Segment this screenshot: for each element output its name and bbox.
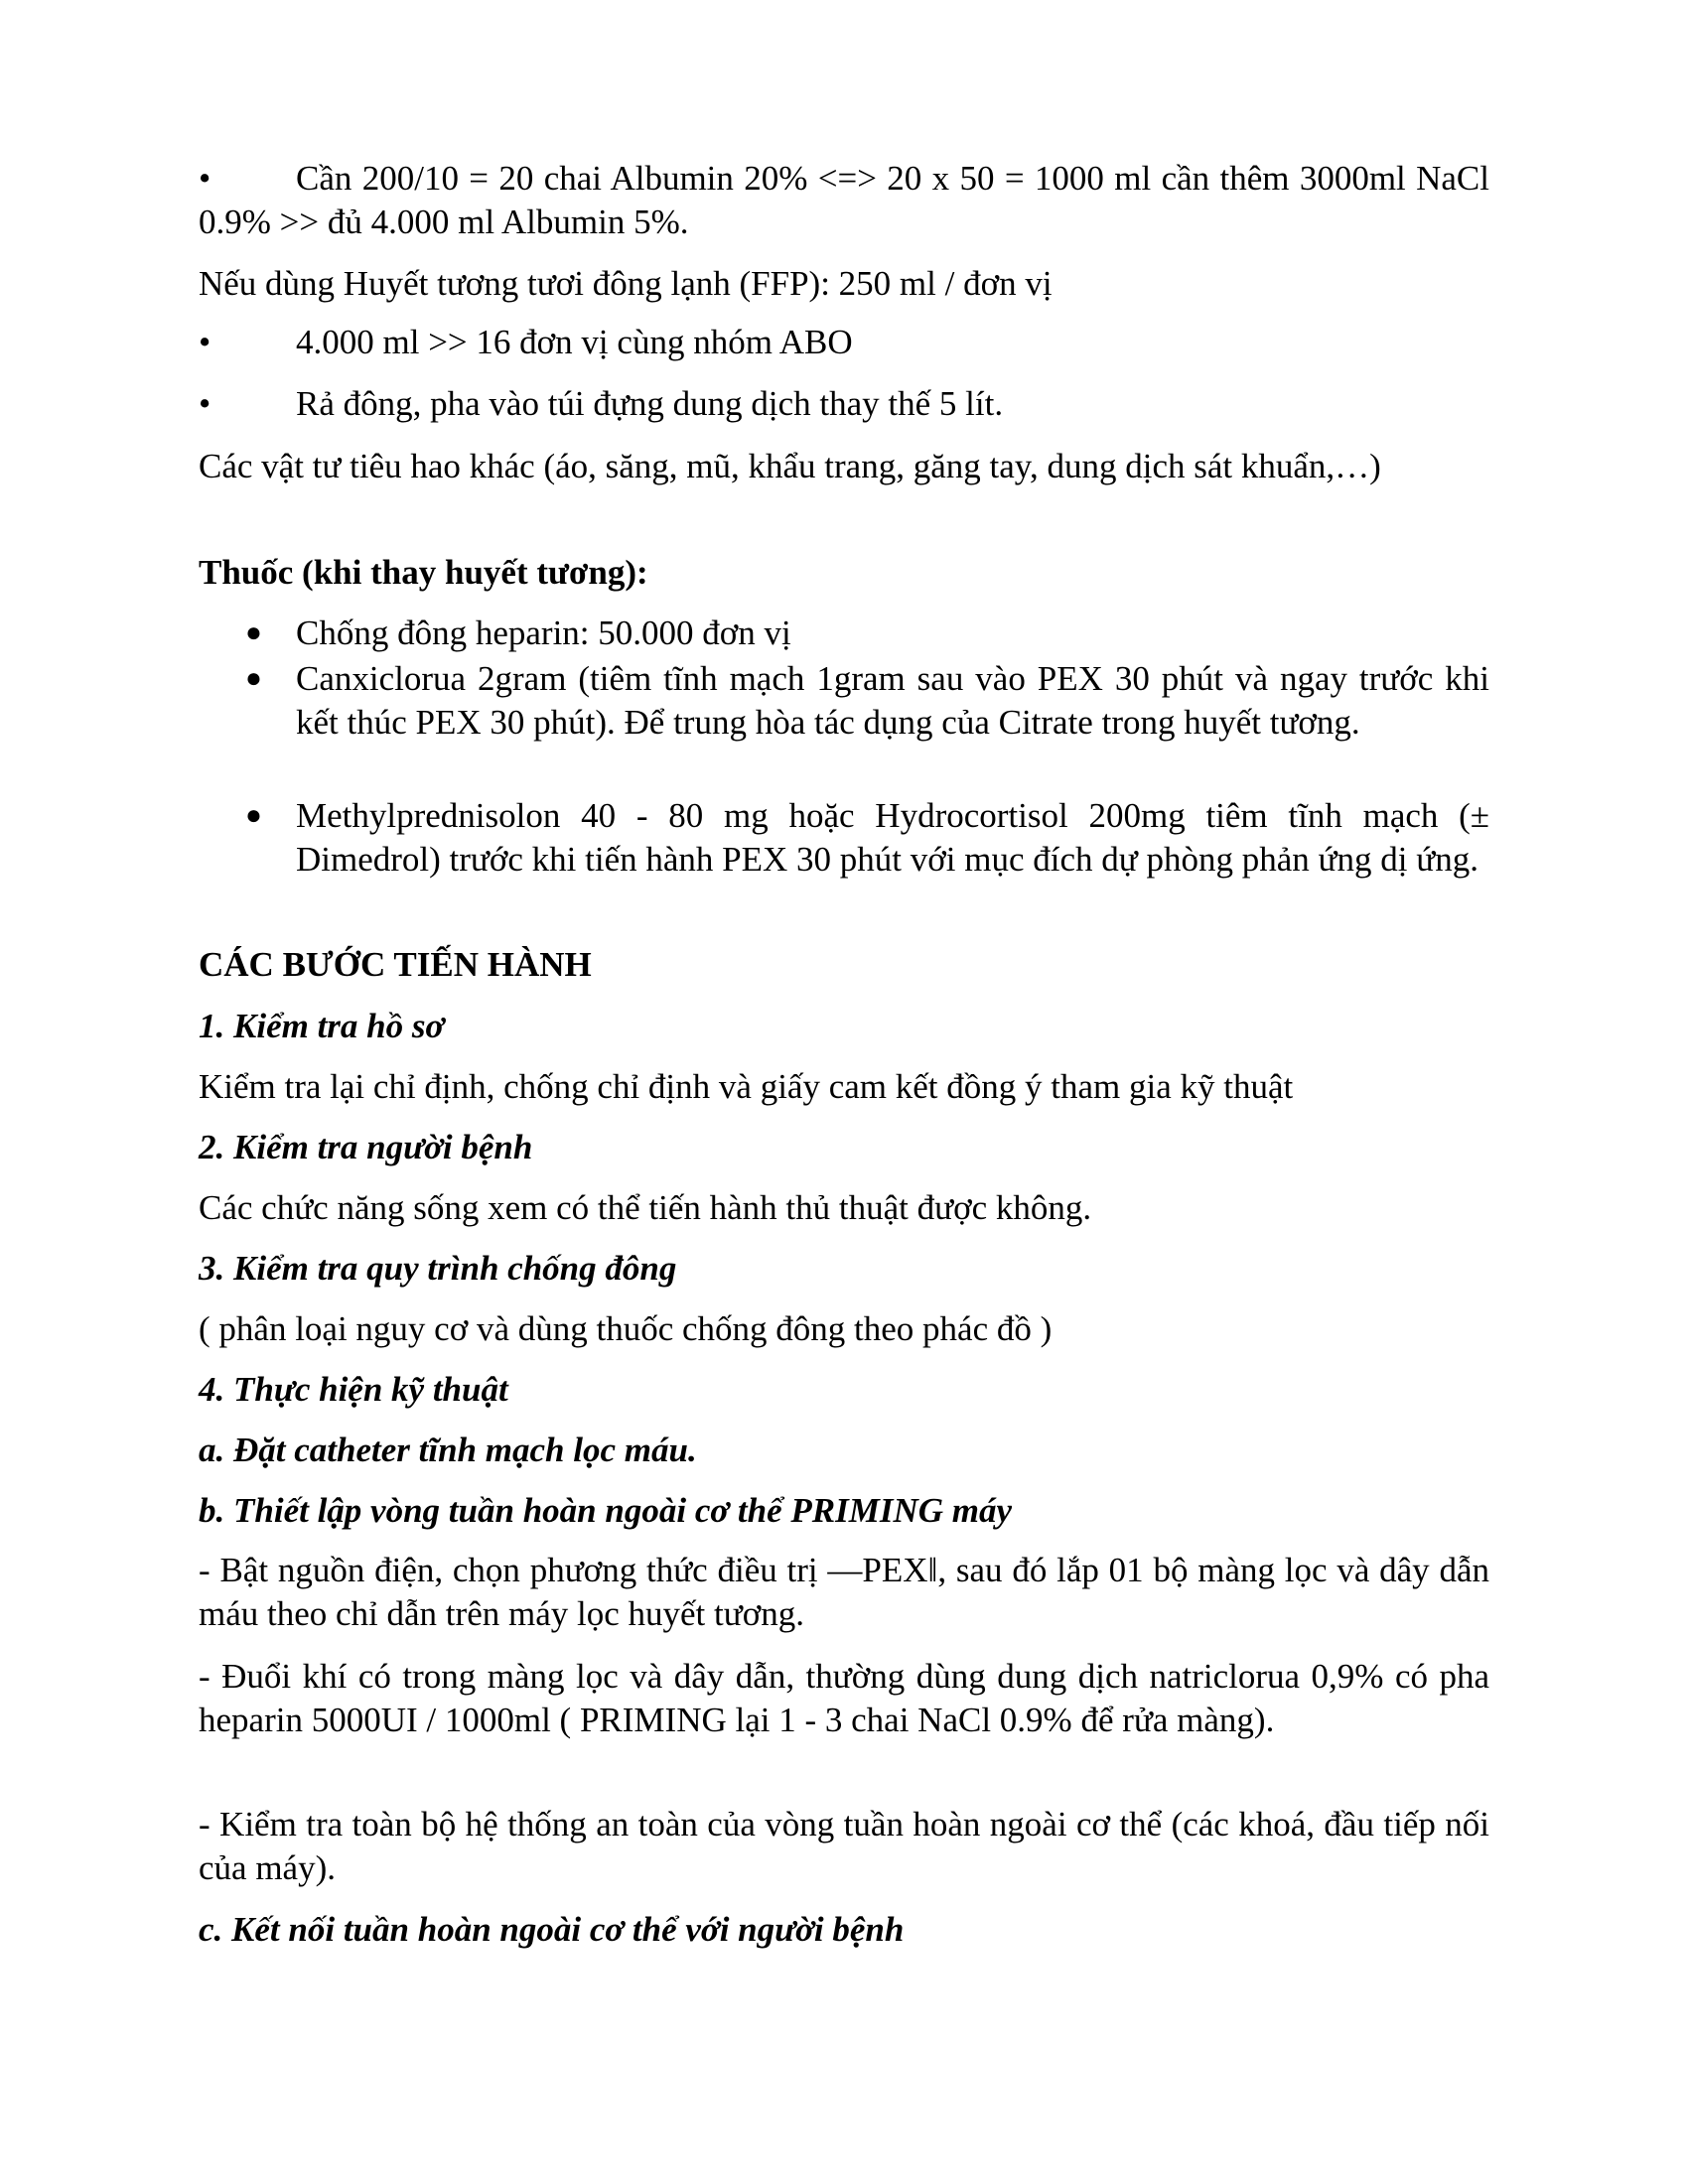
step4-para-1: - Bật nguồn điện, chọn phương thức điều trị ―PEX‖, sau đó lắp 01 bộ màng lọc và dây dẫn máu theo chỉ dẫn trên máy lọc huyết tương.: [199, 1551, 1489, 1633]
step1-title: 1. Kiểm tra hồ sơ: [199, 1007, 445, 1045]
drug-item-text: Methylprednisolon 40 - 80 mg hoặc Hydrocortisol 200mg tiêm tĩnh mạch (± Dimedrol) trước khi tiến hành PEX 30 phút với mục đích dự phòng phản ứng dị ứng.: [296, 796, 1489, 879]
drug-item: [199, 657, 1489, 788]
step3-title: 3. Kiểm tra quy trình chống đông: [199, 1249, 677, 1288]
step4-sub-a: a. Đặt catheter tĩnh mạch lọc máu.: [199, 1431, 697, 1469]
step2-title: 2. Kiểm tra người bệnh: [199, 1128, 533, 1166]
step1-text: Kiểm tra lại chỉ định, chống chỉ định và giấy cam kết đồng ý tham gia kỹ thuật: [199, 1067, 1294, 1106]
bullet-marker: ●: [245, 617, 262, 648]
step2-text: Các chức năng sống xem có thể tiến hành thủ thuật được không.: [199, 1188, 1092, 1227]
consumables-paragraph: Các vật tư tiêu hao khác (áo, săng, mũ, khẩu trang, găng tay, dung dịch sát khuẩn,…): [199, 447, 1381, 485]
step4-sub-b: b. Thiết lập vòng tuần hoàn ngoài cơ thể PRIMING máy: [199, 1491, 1013, 1530]
ffp-bullet-text: 4.000 ml >> 16 đơn vị cùng nhóm ABO: [296, 323, 853, 361]
step4-title: 4. Thực hiện kỹ thuật: [199, 1370, 508, 1409]
intro-bullet-text: Cần 200/10 = 20 chai Albumin 20% <=> 20 x 50 = 1000 ml cần thêm 3000ml NaCl 0.9% >> đủ 4.000 ml Albumin 5%.: [199, 159, 1489, 241]
step3-text: ( phân loại nguy cơ và dùng thuốc chống đông theo phác đồ ): [199, 1309, 1053, 1348]
bullet-marker: •: [199, 384, 211, 423]
step4-para-3: - Kiểm tra toàn bộ hệ thống an toàn của vòng tuần hoàn ngoài cơ thể (các khoá, đầu tiếp nối của máy).: [199, 1805, 1489, 1887]
bullet-marker: •: [199, 159, 211, 198]
step4-sub-c: c. Kết nối tuần hoàn ngoài cơ thể với người bệnh: [199, 1910, 905, 1949]
drug-item: [199, 794, 1489, 925]
steps-heading: CÁC BƯỚC TIẾN HÀNH: [199, 945, 592, 984]
drug-item-text: Canxiclorua 2gram (tiêm tĩnh mạch 1gram sau vào PEX 30 phút và ngay trước khi kết thúc PEX 30 phút). Để trung hòa tác dụng của Citrate trong huyết tương.: [296, 659, 1489, 742]
bullet-marker: ●: [245, 800, 262, 831]
ffp-line: Nếu dùng Huyết tương tươi đông lạnh (FFP): 250 ml / đơn vị: [199, 264, 1053, 303]
ffp-bullet-1: [199, 321, 1489, 364]
bullet-marker: •: [199, 323, 211, 361]
drug-item-text: Chống đông heparin: 50.000 đơn vị: [296, 614, 791, 652]
drugs-heading: Thuốc (khi thay huyết tương):: [199, 553, 648, 592]
step4-para-2: - Đuổi khí có trong màng lọc và dây dẫn, thường dùng dung dịch natriclorua 0,9% có pha heparin 5000UI / 1000ml ( PRIMING lại 1 - 3 chai NaCl 0.9% để rửa màng).: [199, 1657, 1489, 1739]
bullet-marker: ●: [245, 663, 262, 694]
document-page: [199, 0, 1489, 2184]
drug-item: [199, 612, 1489, 655]
ffp-bullet-2: [199, 382, 1489, 426]
intro-bullet: [199, 157, 1489, 244]
ffp-bullet-text: Rả đông, pha vào túi đựng dung dịch thay thế 5 lít.: [296, 384, 1004, 423]
